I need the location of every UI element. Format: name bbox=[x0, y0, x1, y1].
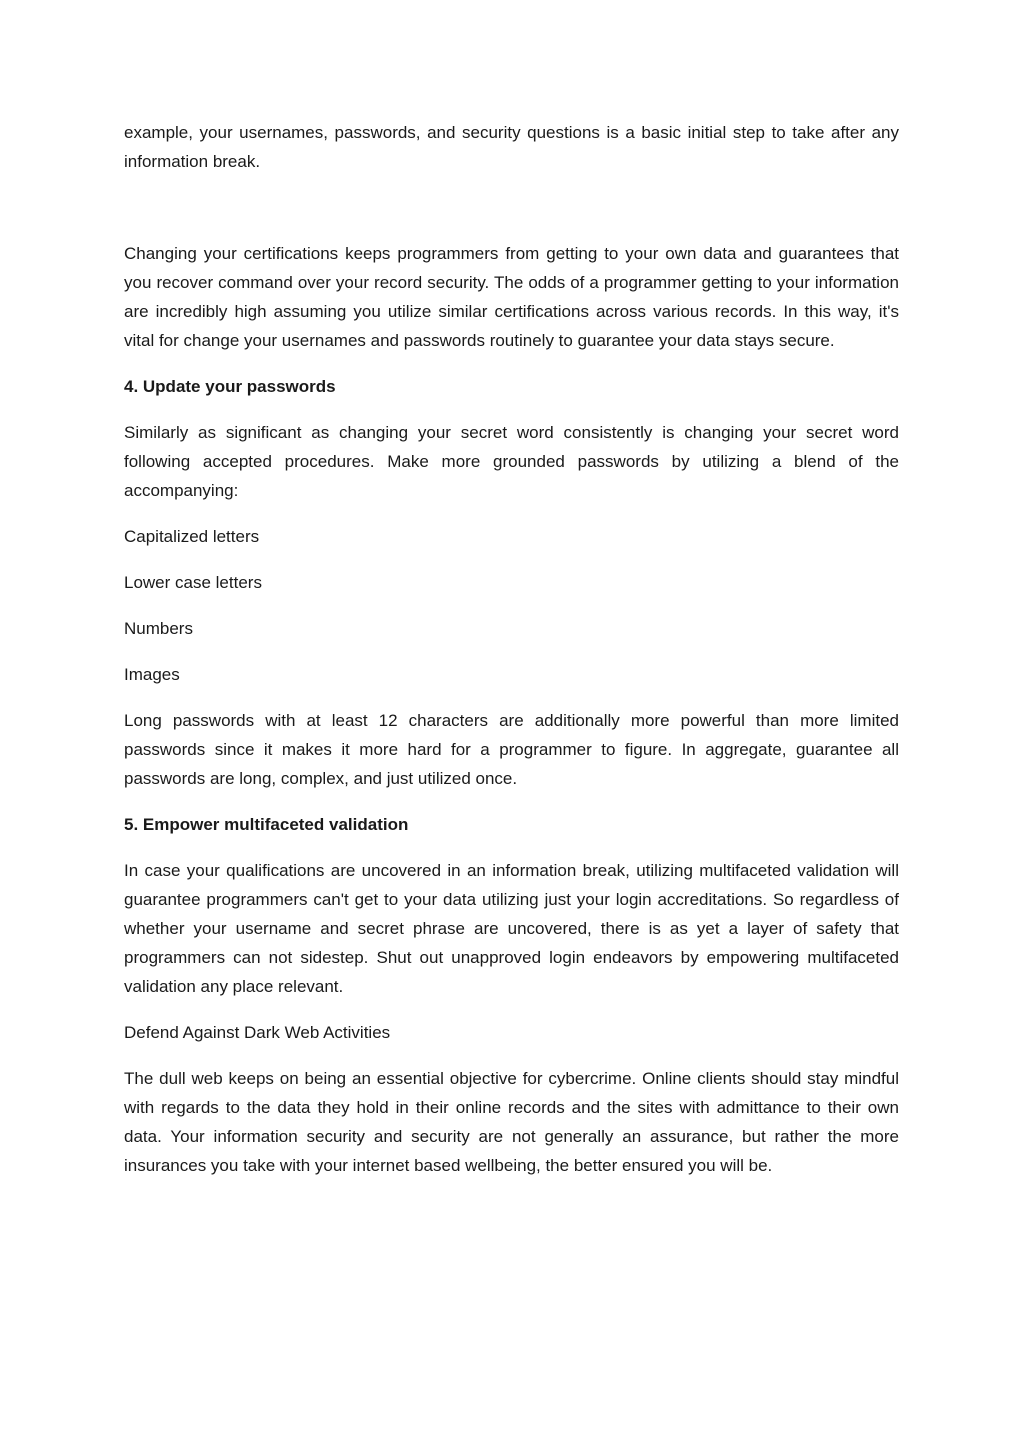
list-item: Numbers bbox=[124, 619, 193, 638]
dark-web-body-paragraph: The dull web keeps on being an essential objective for cybercrime. Online clients should stay mindful with regards to the data they hold in their online records and the sites with admittance to their own data. Your information security and security are not generally an assurance, but rather the more insurances you take with your internet based wellbeing, the better ensured you will be. bbox=[124, 1069, 899, 1175]
section-5-body-paragraph: In case your qualifications are uncovered in an information break, utilizing multifaceted validation will guarantee programmers can't get to your data utilizing just your login accreditations. So regardless of whether your username and secret phrase are uncovered, there is as yet a layer of safety that programmers can not sidestep. Shut out unapproved login endeavors by empowering multifaceted validation any place relevant. bbox=[124, 861, 899, 996]
list-item: Capitalized letters bbox=[124, 527, 260, 546]
credentials-paragraph: Changing your certifications keeps programmers from getting to your own data and guarantees that you recover command over your record security. The odds of a programmer getting to your information are incredibly high assuming you utilize similar certifications across various records. In this way, it's vital for change your usernames and passwords routinely to guarantee your data stays secure. bbox=[124, 244, 899, 350]
list-item: Images bbox=[124, 665, 180, 684]
section-4-heading: 4. Update your passwords bbox=[124, 377, 336, 396]
section-5-heading: 5. Empower multifaceted validation bbox=[124, 815, 409, 834]
document-page bbox=[124, 118, 899, 1197]
section-4-intro-paragraph: Similarly as significant as changing your secret word consistently is changing your secret word following accepted procedures. Make more grounded passwords by utilizing a blend of the accompanying: bbox=[124, 423, 899, 500]
dark-web-heading: Defend Against Dark Web Activities bbox=[124, 1023, 391, 1042]
list-item: Lower case letters bbox=[124, 573, 262, 592]
paragraph-gap bbox=[124, 176, 899, 239]
intro-continuation-paragraph: example, your usernames, passwords, and security questions is a basic initial step to take after any information break. bbox=[124, 123, 899, 171]
section-4-outro-paragraph: Long passwords with at least 12 characters are additionally more powerful than more limited passwords since it makes it more hard for a programmer to figure. In aggregate, guarantee all passwords are long, complex, and just utilized once. bbox=[124, 711, 899, 788]
